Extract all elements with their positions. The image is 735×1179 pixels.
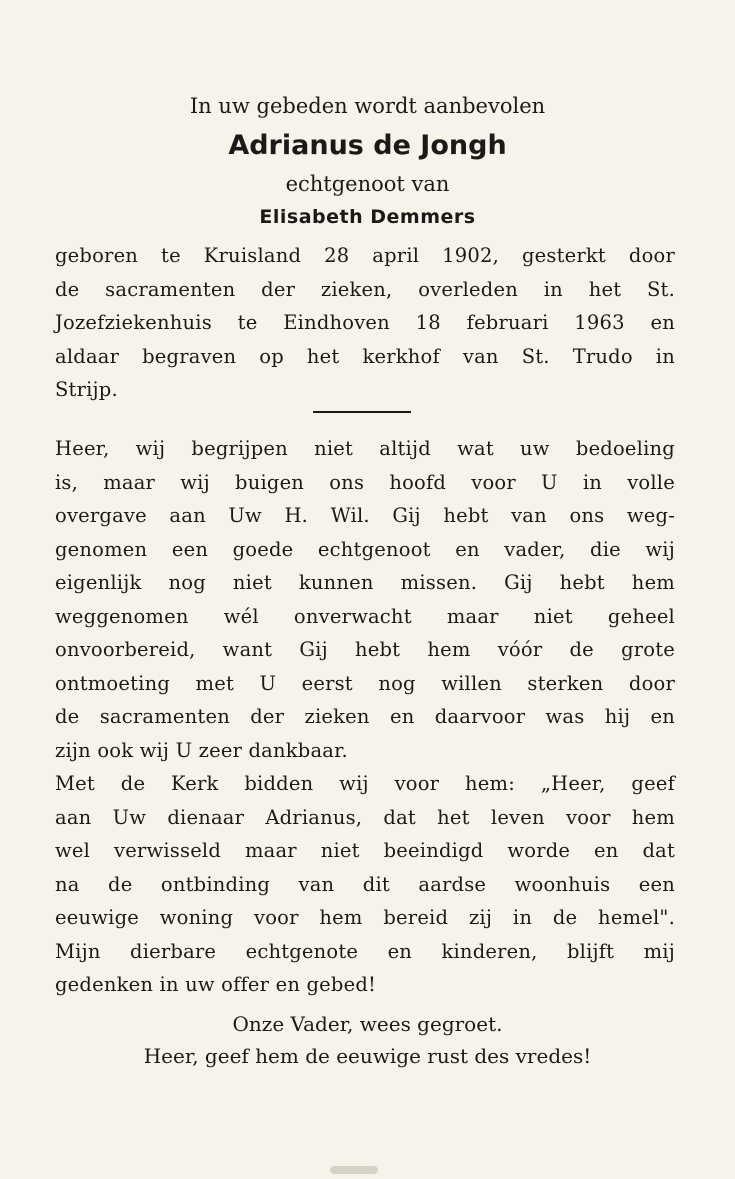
bio-line: geboren te Kruisland 28 april 1902, gesterkt door (55, 244, 675, 267)
divider-rule (313, 411, 411, 413)
prayer-line: genomen een goede echtgenoot en vader, die wij (55, 537, 675, 561)
prayer-line: na de ontbinding van dit aardse woonhuis een (55, 872, 675, 896)
spouse-label: echtgenoot van (285, 172, 450, 196)
intro-text: In uw gebeden wordt aanbevolen (189, 94, 546, 118)
print-smudge (330, 1166, 378, 1174)
deceased-name: Adrianus de Jongh (228, 130, 507, 161)
spouse-name: Elisabeth Demmers (259, 206, 476, 228)
bio-line: Strijp. (55, 378, 118, 401)
bio-line: de sacramenten der zieken, overleden in het St. (55, 277, 675, 301)
prayer-line: Mijn dierbare echtgenote en kinderen, blijft mij (55, 939, 675, 963)
bio-line: aldaar begraven op het kerkhof van St. Trudo in (55, 344, 675, 368)
prayer-line: overgave aan Uw H. Wil. Gij hebt van ons weg- (55, 504, 675, 527)
prayer-line: ontmoeting met U eerst nog willen sterken door (55, 671, 675, 695)
closing-blessing-line: Heer, geef hem de eeuwige rust des vredes! (143, 1044, 592, 1068)
prayer-paragraph (55, 432, 675, 1002)
prayer-line: is, maar wij buigen ons hoofd voor U in volle (55, 470, 675, 494)
prayer-line: weggenomen wél onverwacht maar niet geheel (55, 604, 675, 628)
prayer-line: eigenlijk nog niet kunnen missen. Gij hebt hem (55, 571, 675, 594)
prayer-line: aan Uw dienaar Adrianus, dat het leven voor hem (55, 805, 675, 829)
bio-line: Jozefziekenhuis te Eindhoven 18 februari 1963 en (55, 311, 675, 334)
prayer-line: de sacramenten der zieken en daarvoor was hij en (55, 705, 675, 728)
biography-paragraph (55, 239, 675, 407)
prayer-line: gedenken in uw offer en gebed! (55, 973, 377, 996)
closing-prayer-line: Onze Vader, wees gegroet. (232, 1012, 503, 1036)
prayer-line: wel verwisseld maar niet beeindigd worde en dat (55, 839, 675, 862)
prayer-line: onvoorbereid, want Gij hebt hem vóór de grote (55, 638, 675, 661)
prayer-line: eeuwige woning voor hem bereid zij in de hemel". (55, 906, 675, 929)
prayer-line: Heer, wij begrijpen niet altijd wat uw bedoeling (55, 437, 675, 460)
prayer-line: zijn ook wij U zeer dankbaar. (55, 738, 348, 762)
prayer-line: Met de Kerk bidden wij voor hem: „Heer, geef (55, 772, 675, 795)
